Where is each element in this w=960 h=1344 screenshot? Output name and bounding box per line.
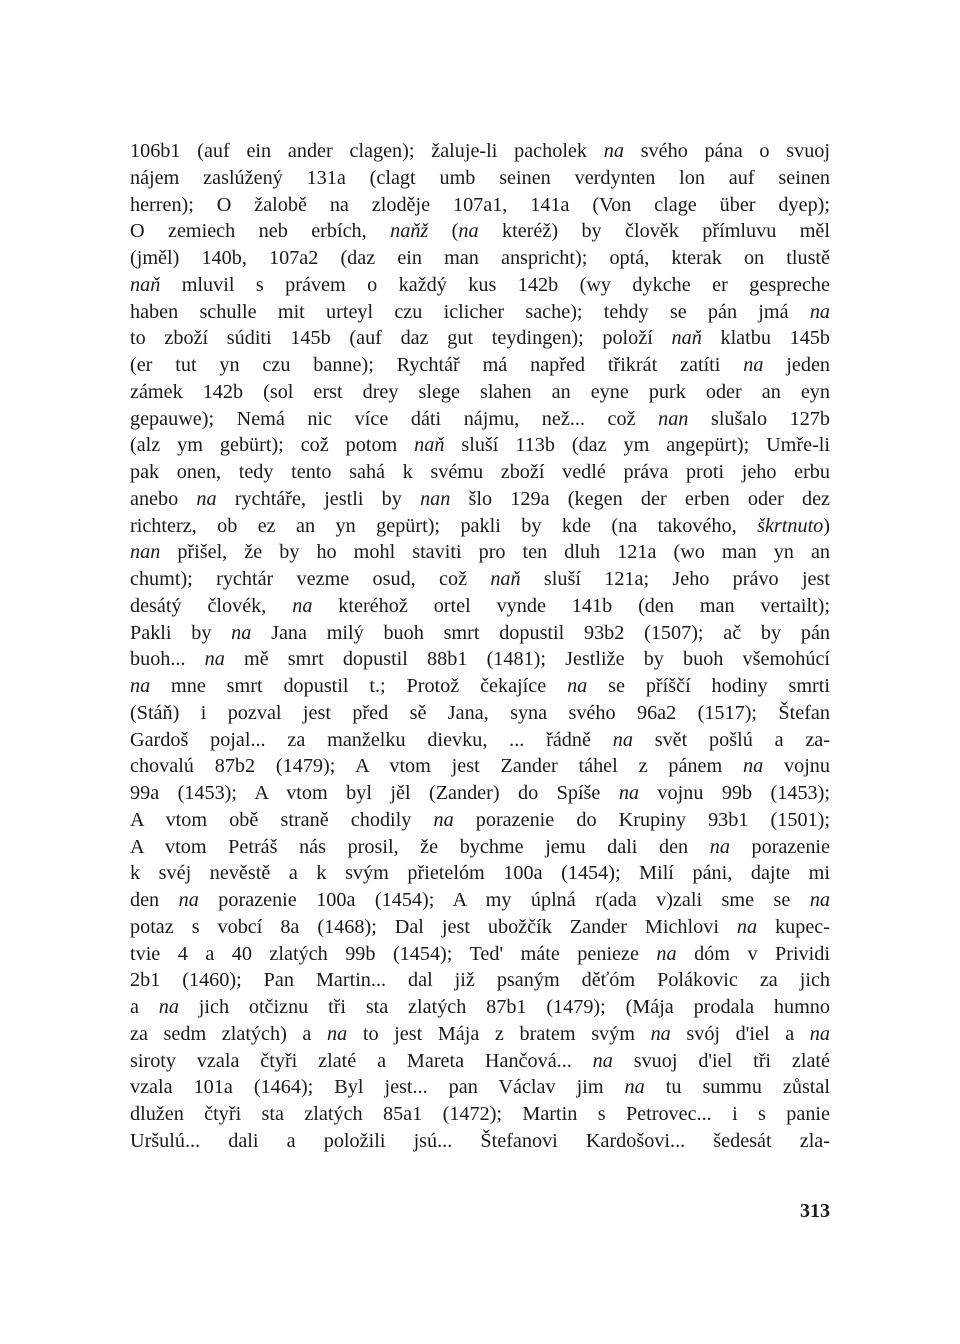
text-line: pak onen, tedy tento sahá k svému zboží vedlé práva proti jeho erbu bbox=[130, 461, 830, 483]
text-line: desátý človék, na kteréhož ortel vynde 141b (den man vertailt); bbox=[130, 594, 830, 617]
text-line: zámek 142b (sol erst drey slege slahen an eyne purk oder an eyn bbox=[130, 380, 830, 403]
text-line: to zboží súditi 145b (auf daz gut teydingen); položí naň klatbu 145b bbox=[130, 327, 830, 350]
text-line: dlužen čtyři sta zlatých 85a1 (1472); Martin s Petrovec... i s panie bbox=[130, 1103, 830, 1125]
text-line: den na porazenie 100a (1454); A my úplná r(ada v)zali sme se na bbox=[130, 889, 830, 911]
text-line: a na jich otčiznu tři sta zlatých 87b1 (1479); (Mája prodala humno bbox=[130, 996, 830, 1018]
body-text bbox=[130, 138, 830, 1155]
text-line: herren); O žalobě na zloděje 107a1, 141a (Von clage über dyep); bbox=[130, 193, 830, 216]
text-line: (er tut yn czu banne); Rychtář má napřed třikrát zatíti na jeden bbox=[130, 354, 830, 376]
text-line: A vtom obě straně chodily na porazenie do Krupiny 93b1 (1501); bbox=[130, 808, 830, 831]
text-line: tvie 4 a 40 zlatých 99b (1454); Ted' máte penieze na dóm v Prividi bbox=[130, 942, 830, 965]
text-line: 2b1 (1460); Pan Martin... dal již psaným děťóm Polákovic za jich bbox=[130, 969, 830, 992]
text-line: 99a (1453); A vtom byl jěl (Zander) do Spíše na vojnu 99b (1453); bbox=[130, 782, 830, 804]
text-line: (jměl) 140b, 107a2 (daz ein man anspricht); optá, kterak on tlustě bbox=[130, 247, 830, 269]
text-line: naň mluvil s právem o každý kus 142b (wy dykche er gespreche bbox=[130, 273, 830, 296]
text-line: (alz ym gebürt); což potom naň sluší 113b (daz ym angepürt); Umře-li bbox=[130, 434, 830, 457]
text-line: buoh... na mě smrt dopustil 88b1 (1481); Jestliže by buoh všemohúcí bbox=[130, 648, 830, 671]
text-line: nájem zaslúžený 131a (clagt umb seinen verdynten lon auf seinen bbox=[130, 166, 830, 189]
text-line: Pakli by na Jana milý buoh smrt dopustil 93b2 (1507); ač by pán bbox=[130, 621, 830, 644]
text-line: siroty vzala čtyři zlaté a Mareta Hančová... na svuoj d'iel tři zlaté bbox=[130, 1049, 830, 1072]
text-line: chumt); rychtár vezme osud, což naň sluší 121a; Jeho právo jest bbox=[130, 568, 830, 590]
text-line: 106b1 (auf ein ander clagen); žaluje-li pacholek na svého pána o svuoj bbox=[130, 140, 830, 162]
text-line: vzala 101a (1464); Byl jest... pan Václav jim na tu summu zůstal bbox=[130, 1076, 830, 1099]
text-line: gepauwe); Nemá nic více dáti nájmu, než... což nan slušalo 127b bbox=[130, 407, 830, 430]
text-line: chovalú 87b2 (1479); A vtom jest Zander táhel z pánem na vojnu bbox=[130, 755, 830, 778]
text-line: richterz, ob ez an yn gepürt); pakli by kde (na takového, škrtnuto) bbox=[130, 514, 830, 537]
text-line: anebo na rychtáře, jestli by nan šlo 129a (kegen der erben oder dez bbox=[130, 487, 830, 510]
text-line: k svéj nevěstě a k svým přietelóm 100a (1454); Milí páni, dajte mi bbox=[130, 862, 830, 885]
text-line: haben schulle mit urteyl czu iclicher sache); tehdy se pán jmá na bbox=[130, 300, 830, 323]
text-line: Uršulú... dali a položili jsú... Štefanovi Kardošovi... šedesát zla- bbox=[130, 1129, 830, 1152]
text-line: potaz s vobcí 8a (1468); Dal jest ubožčík Zander Michlovi na kupec- bbox=[130, 915, 830, 938]
text-line: O zemiech neb erbích, naňž (na kteréž) by člověk přímluvu měl bbox=[130, 220, 830, 243]
text-line: za sedm zlatých) a na to jest Mája z bratem svým na svój d'iel a na bbox=[130, 1022, 830, 1045]
text-line: (Stáň) i pozval jest před sě Jana, syna svého 96a2 (1517); Štefan bbox=[130, 701, 830, 724]
text-line: na mne smrt dopustil t.; Protož čekajíce na se příščí hodiny smrti bbox=[130, 675, 830, 697]
text-line: Gardoš pojal... za manželku dievku, ... řádně na svět pošlú a za- bbox=[130, 728, 830, 751]
text-line: A vtom Petráš nás prosil, že bychme jemu dali den na porazenie bbox=[130, 835, 830, 858]
text-line: nan přišel, že by ho mohl staviti pro ten dluh 121a (wo man yn an bbox=[130, 541, 830, 564]
page-number: 313 bbox=[800, 1200, 830, 1222]
